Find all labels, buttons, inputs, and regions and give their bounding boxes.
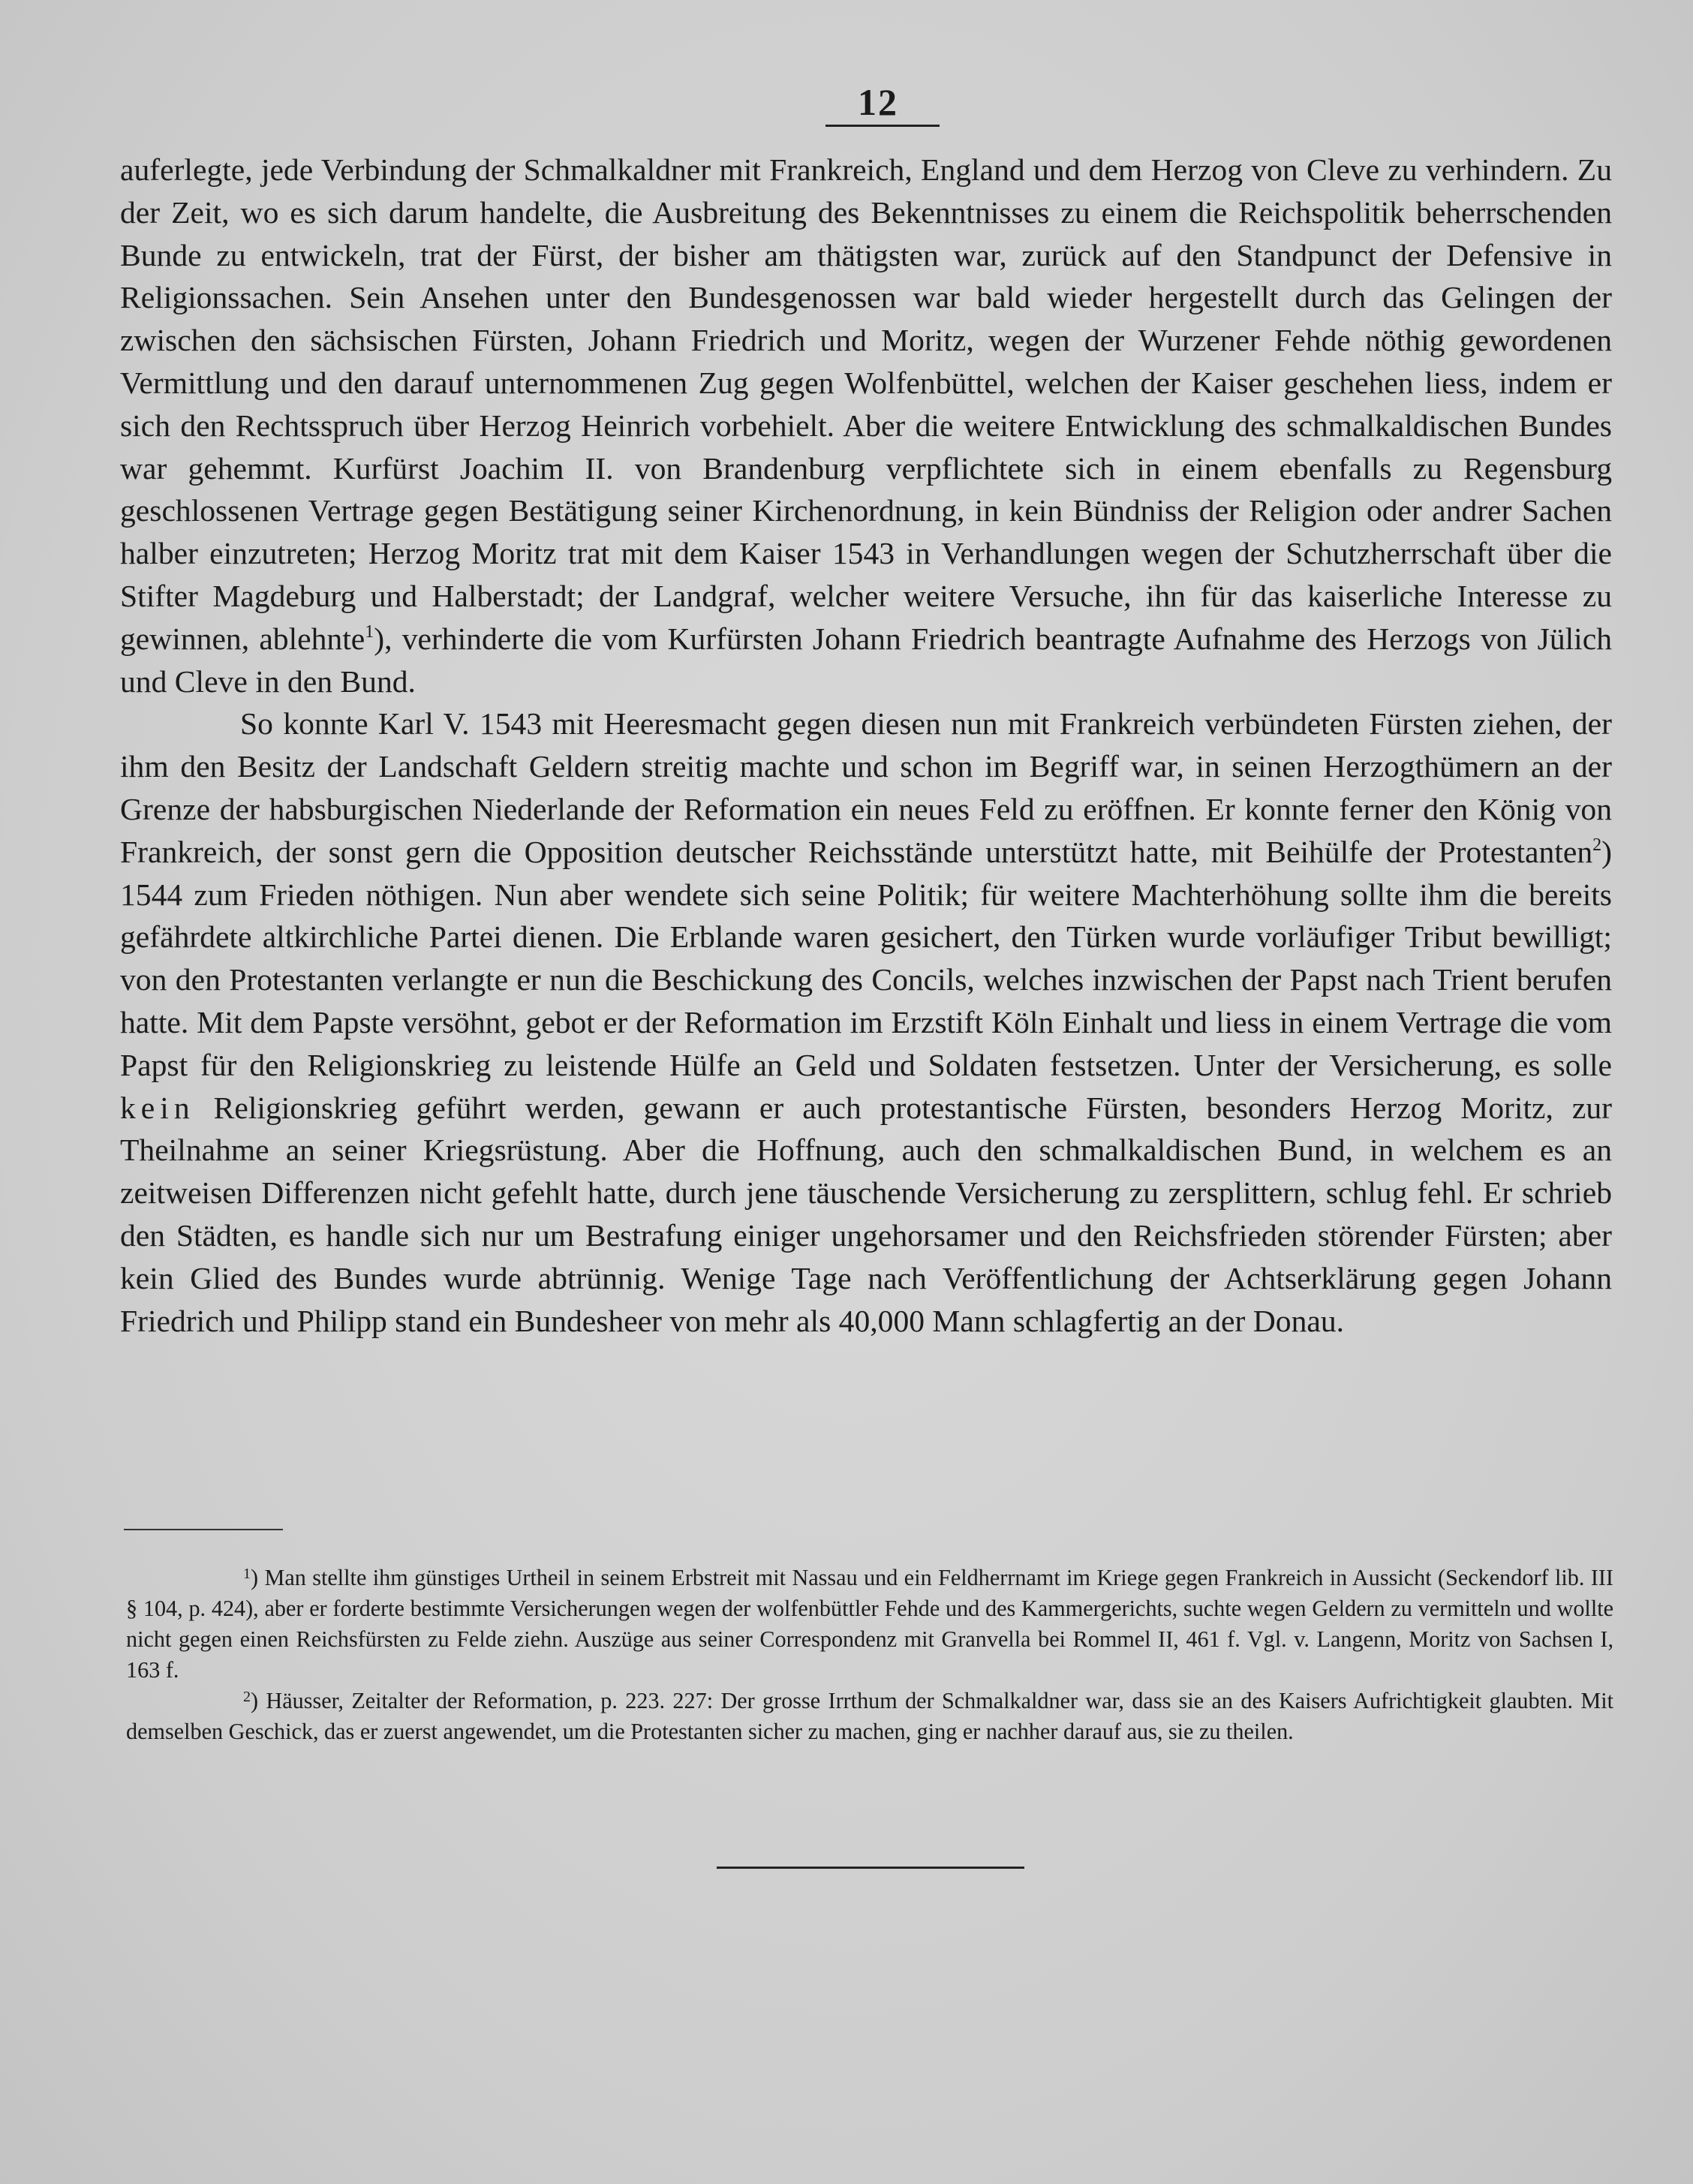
footnote-ref-1: 1 [365, 621, 374, 642]
paragraph-2-text: So konnte Karl V. 1543 mit Heeresmacht gegen diesen nun mit Frankreich verbündeten Fürsten ziehen, der ihm den Besitz der Landschaft Geldern streitig machte und schon im Begriff war, in seinen Herzogthümern an der Grenze der habsburgischen Niederlande der Reformation ein neues Feld zu eröffnen. Er konnte ferner den König von Frankreich, der sonst gern die Opposition deutscher Reichsstände unterstützt hatte, mit Beihülfe der Protestanten [120, 706, 1612, 869]
paragraph-2-text-end: Religionskrieg geführt werden, gewann er auch protestantische Fürsten, besonders Herzog Moritz, zur Theilnahme an seiner Kriegsrüstung. Aber die Hoffnung, auch den schmalkaldischen Bund, in welchem es an zeitweisen Differenzen nicht gefehlt hatte, durch jene täuschende Versicherung zu zersplittern, schlug fehl. Er schrieb den Städten, es handle sich nur um Bestrafung einiger ungehorsamer und den Reichsfrieden störender Fürsten; aber kein Glied des Bundes wurde abtrünnig. Wenige Tage nach Veröffentlichung der Achtserklärung gegen Johann Friedrich und Philipp stand ein Bundesheer von mehr als 40,000 Mann schlagfertig an der Donau. [120, 1090, 1612, 1338]
footnote-1-marker: 1 [243, 1566, 251, 1582]
page-number-underline [825, 125, 940, 127]
page-number: 12 [858, 81, 898, 123]
paragraph-1-text-cont: ), verhinderte die vom Kurfürsten Johann Friedrich beantragte Aufnahme des Herzogs von Jülich und Cleve in den Bund. [120, 621, 1612, 699]
paragraph-2-text-cont: ) 1544 zum Frieden nöthigen. Nun aber wendete sich seine Politik; für weitere Machterhöhung sollte ihm die bereits gefährdete altkirchliche Partei dienen. Die Erblande waren gesichert, den Türken wurde vorläufiger Tribut bewilligt; von den Protestanten verlangte er nun die Beschickung des Concils, welches inzwischen der Papst nach Trient berufen hatte. Mit dem Papste versöhnt, gebot er der Reformation im Erzstift Köln Einhalt und liess in einem Vertrage die vom Papst für den Religionskrieg zu leistende Hülfe an Geld und Soldaten festsetzen. Unter der Versicherung, es solle [120, 834, 1612, 1082]
emphasized-word: kein [120, 1090, 195, 1125]
end-rule [717, 1867, 1024, 1869]
footnote-2-marker: 2 [243, 1689, 251, 1705]
paragraph-1 [120, 149, 1612, 702]
footnote-ref-2: 2 [1592, 835, 1602, 855]
footnotes [126, 1563, 1613, 1747]
footnote-2-text: ) Häusser, Zeitalter der Reformation, p. 223. 227: Der grosse Irrthum der Schmalkaldner war, dass sie an des Kaisers Aufrichtigkeit glaubten. Mit demselben Geschick, das er zuerst angewendet, um die Protestanten sicher zu machen, ging er nachher darauf aus, sie zu theilen. [126, 1688, 1613, 1744]
paragraph-2 [120, 702, 1612, 1342]
footnote-1-text: ) Man stellte ihm günstiges Urtheil in seinem Erbstreit mit Nassau und ein Feldherrnamt im Kriege gegen Frankreich in Aussicht (Seckendorf lib. III § 104, p. 424), aber er forderte bestimmte Versicherungen wegen der wolfenbüttler Fehde und des Kammergerichts, suchte wegen Geldern zu vermitteln und wollte nicht gegen einen Reichsfürsten zu Felde ziehn. Auszüge aus seiner Correspondenz mit Granvella bei Rommel II, 461 f. Vgl. v. Langenn, Moritz von Sachsen I, 163 f. [126, 1565, 1613, 1683]
main-text [120, 149, 1612, 1342]
paragraph-1-text: auferlegte, jede Verbindung der Schmalkaldner mit Frankreich, England und dem Herzog von Cleve zu verhindern. Zu der Zeit, wo es sich darum handelte, die Ausbreitung des Bekenntnisses zu einem die Reichspolitik beherrschenden Bunde zu entwickeln, trat der Fürst, der bisher am thätigsten war, zurück auf den Standpunct der Defensive in Religionssachen. Sein Ansehen unter den Bundesgenossen war bald wieder hergestellt durch das Gelingen der zwischen den sächsischen Fürsten, Johann Friedrich und Moritz, wegen der Wurzener Fehde nöthig gewordenen Vermittlung und den darauf unternommenen Zug gegen Wolfenbüttel, welchen der Kaiser geschehen liess, indem er sich den Rechtsspruch über Herzog Heinrich vorbehielt. Aber die weitere Entwicklung des schmalkaldischen Bundes war gehemmt. Kurfürst Joachim II. von Brandenburg verpflichtete sich in einem ebenfalls zu Regensburg geschlossenen Vertrage gegen Bestätigung seiner Kirchenordnung, in kein Bündniss der Religion oder andrer Sachen halber einzutreten; Herzog Moritz trat mit dem Kaiser 1543 in Verhandlungen wegen der Schutzherrschaft über die Stifter Magdeburg und Halberstadt; der Landgraf, welcher weitere Versuche, ihn für das kaiserliche Interesse zu gewinnen, ablehnte [120, 152, 1612, 656]
footnote-1 [126, 1563, 1613, 1686]
footnote-separator [124, 1529, 283, 1530]
footnote-2 [126, 1686, 1613, 1747]
